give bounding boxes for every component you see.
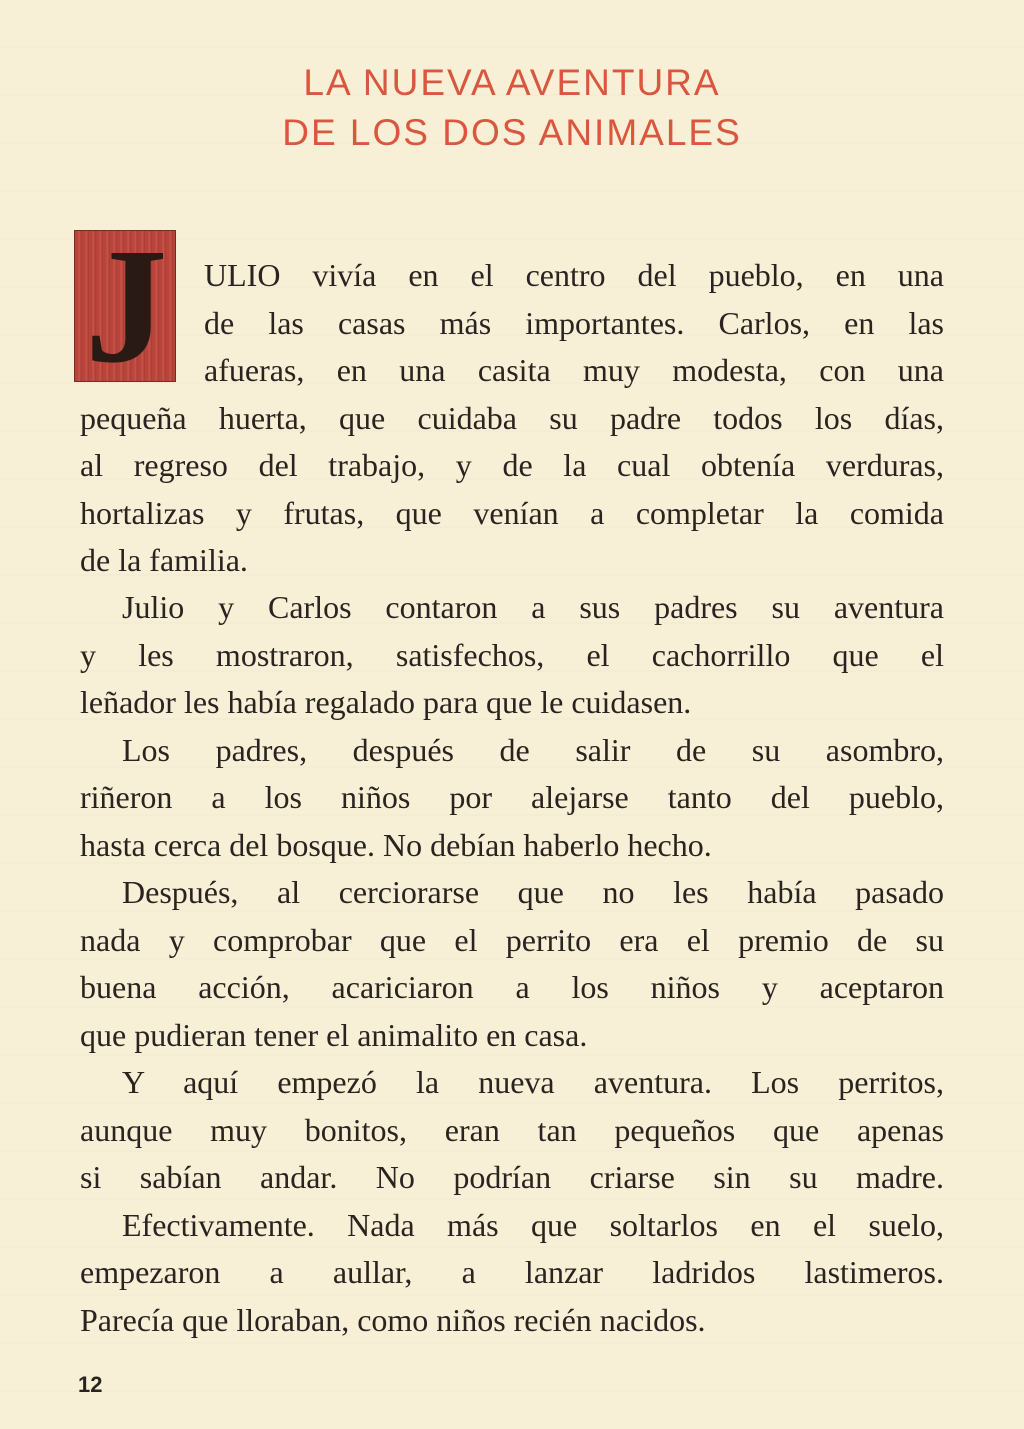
paragraph-6 [80, 1202, 944, 1345]
drop-cap-letter: J [85, 230, 168, 382]
text-line: Después, al cerciorarse que no les había pasado [122, 874, 944, 910]
text-line: Los padres, después de salir de su asombro, [122, 731, 944, 768]
text-line: Efectivamente. Nada más que soltarlos en el suelo, [122, 1206, 944, 1243]
text-line: ULIO vivía en el centro del pueblo, en una [204, 257, 944, 293]
text-line: leñador les había regalado para que le cuidasen. [80, 684, 692, 720]
chapter-title-line-1: LA NUEVA AVENTURA [303, 62, 721, 103]
page-number: 12 [78, 1372, 103, 1397]
text-line: aunque muy bonitos, eran tan pequeños que apenas [80, 1111, 944, 1148]
text-line: de la familia. [80, 542, 248, 578]
text-line: Julio y Carlos contaron a sus padres su aventura [122, 589, 944, 625]
text-line: al regreso del trabajo, y de la cual obtenía verduras, [80, 447, 944, 483]
text-line: y les mostraron, satisfechos, el cachorrillo que el [80, 636, 944, 673]
text-line: pequeña huerta, que cuidaba su padre todos los días, [80, 399, 944, 436]
paragraph-4 [80, 869, 944, 1059]
text-line: Y aquí empezó la nueva aventura. Los perritos, [122, 1064, 944, 1100]
chapter-title-line-2: DE LOS DOS ANIMALES [282, 112, 742, 153]
text-line: Parecía que lloraban, como niños recién nacidos. [80, 1301, 706, 1338]
text-line: buena acción, acariciaron a los niños y aceptaron [80, 969, 944, 1005]
body-text [80, 584, 944, 1344]
text-line: de las casas más importantes. Carlos, en las [204, 304, 944, 341]
paragraph-2 [80, 584, 944, 727]
text-line: nada y comprobar que el perrito era el premio de su [80, 921, 944, 958]
paragraph-3 [80, 727, 944, 870]
text-line: que pudieran tener el animalito en casa. [80, 1016, 588, 1053]
text-line: empezaron a aullar, a lanzar ladridos lastimeros. [80, 1254, 944, 1290]
text-line: riñeron a los niños por alejarse tanto del pueblo, [80, 779, 944, 815]
paragraph-1 [80, 252, 944, 585]
chapter-title [0, 58, 1024, 158]
text-line: si sabían andar. No podrían criarse sin su madre. [80, 1159, 944, 1195]
paragraph-5 [80, 1059, 944, 1202]
text-line: afueras, en una casita muy modesta, con una [204, 352, 944, 388]
text-line: hortalizas y frutas, que venían a completar la comida [80, 494, 944, 531]
text-line: hasta cerca del bosque. No debían haberlo hecho. [80, 826, 712, 863]
